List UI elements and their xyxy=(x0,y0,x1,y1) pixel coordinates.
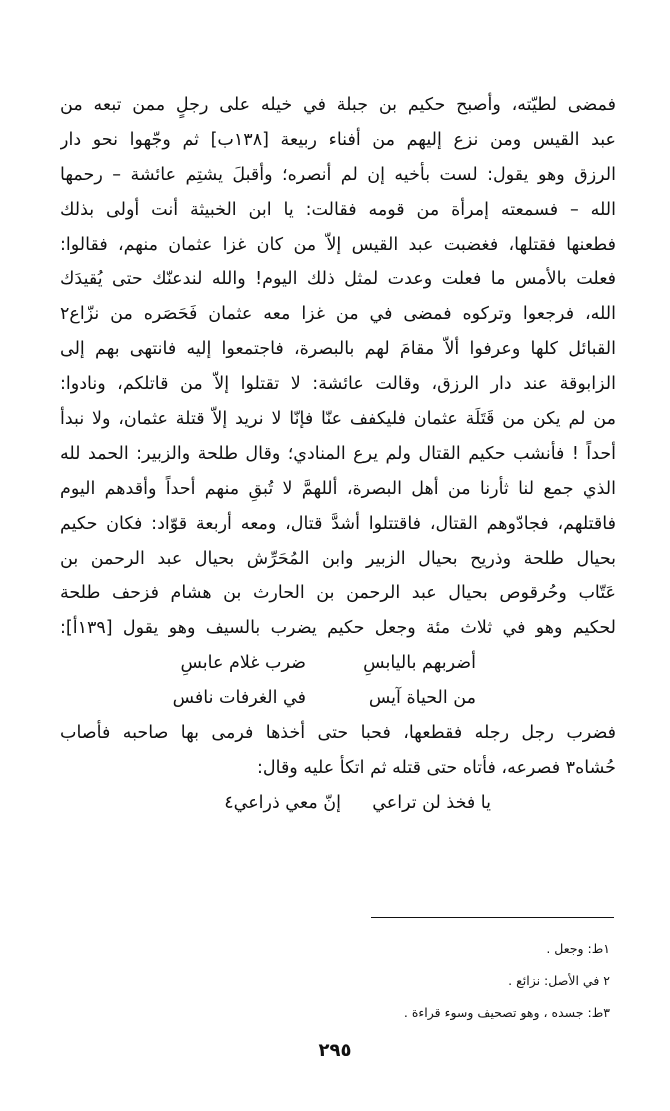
verse-hemistich-second: ضرب غلام عابسِ xyxy=(180,653,306,674)
main-text xyxy=(60,88,616,821)
text-line: لحكيم وهو في ثلاث مئة وجعل حكيم يضرب بالسيف وهو يقول [١٣٩أ]: xyxy=(60,618,616,639)
page-number: ٢٩٥ xyxy=(318,1040,352,1061)
verse-line-1 xyxy=(60,646,616,681)
text-line: القبائل كلها وعرفوا ألاّ مقامَ لهم بالبصرة، فاجتمعوا إليه فانتهى بهم إلى xyxy=(60,339,616,360)
footnote: ١ط: وجعل . xyxy=(546,941,610,956)
verse-hemistich-first: يا فخذ لن تراعي xyxy=(372,792,491,813)
verse-line-2 xyxy=(60,681,616,716)
verse-line-3 xyxy=(60,786,616,821)
text-line: الزابوقة عند دار الرزق، وقالت عائشة: لا تقتلوا إلاّ من قاتلكم، ونادوا: xyxy=(60,374,616,395)
footnote: ٢ في الأصل: نزائع . xyxy=(508,973,610,988)
text-line: فضرب رجل رجله فقطعها، فحبا حتى أخذها فرمى بها صاحبه فأصاب xyxy=(60,723,616,744)
text-line: من لم يكن من قَتَلَة عثمان فليكفف عنّا فإنّا لا نريد إلاّ قتلة عثمان، ولا نبدأ xyxy=(60,409,616,430)
footnote: ٣ط: جسده ، وهو تصحيف وسوء قراءة . xyxy=(403,1005,610,1020)
verse-hemistich-first: أضربهم باليابسِ xyxy=(363,653,476,674)
text-line: حُشاه٣ فصرعه، فأتاه حتى قتله ثم اتكأ عليه وقال: xyxy=(257,757,616,778)
text-line: فمضى لطيّته، وأصبح حكيم بن جبلة في خيله على رجلٍ ممن تبعه من xyxy=(60,95,616,115)
verse-hemistich-second: إنّ معي ذراعي٤ xyxy=(224,792,341,813)
footnote-separator xyxy=(371,917,614,918)
text-line: عَتّاب وحُرقوص بحيال عبد الرحمن بن الحارث بن هشام فزحف طلحة xyxy=(60,583,616,604)
text-line: أحداً ! فأنشب حكيم القتال ولم يرع المنادي؛ وقال طلحة والزبير: الحمد لله xyxy=(60,443,616,464)
text-line: فاقتلهم، فجادّوهم القتال، فاقتتلوا أشدَّ قتال، ومعه أربعة قوّاد: فكان حكيم xyxy=(60,513,616,534)
text-line: فطعنها فقتلها، فغضبت عبد القيس إلاّ من كان غزا عثمان منهم، فقالوا: xyxy=(60,234,616,255)
verse-hemistich-first: من الحياة آيس xyxy=(368,688,476,709)
text-line: فعلت بالأمس ما فعلت وعدت لمثل ذلك اليوم! والله لندعنّك حتى يُقيدَك xyxy=(60,269,616,290)
verse-hemistich-second: في الغرفات نافس xyxy=(172,688,306,709)
footnotes xyxy=(110,933,610,1029)
text-line: عبد القيس ومن نزع إليهم من أفناء ربيعة [١٣٨ب] ثم وجّهوا نحو دار xyxy=(60,129,616,150)
text-line: الله، فرجعوا وتركوه فمضى في من غزا معه عثمان فَحَصَره من نزّاع٢ xyxy=(60,304,616,325)
text-line: الرزق وهو يقول: لست بأخيه إن لم أنصره؛ وأقبلَ يشتِم عائشة – رحمها xyxy=(60,164,616,185)
text-line: الذي جمع لنا ثأرنا من أهل البصرة، أللهمَّ لا تُبقِ منهم أحداً وأقدهم اليوم xyxy=(60,478,616,499)
text-line: الله – فسمعته إمرأة من قومه فقالت: يا ابن الخبيثة أنت أولى بذلك xyxy=(60,199,616,220)
text-line: بحيال طلحة وذريح بحيال الزبير وابن المُحَرِّش بحيال عبد الرحمن بن xyxy=(60,548,616,569)
